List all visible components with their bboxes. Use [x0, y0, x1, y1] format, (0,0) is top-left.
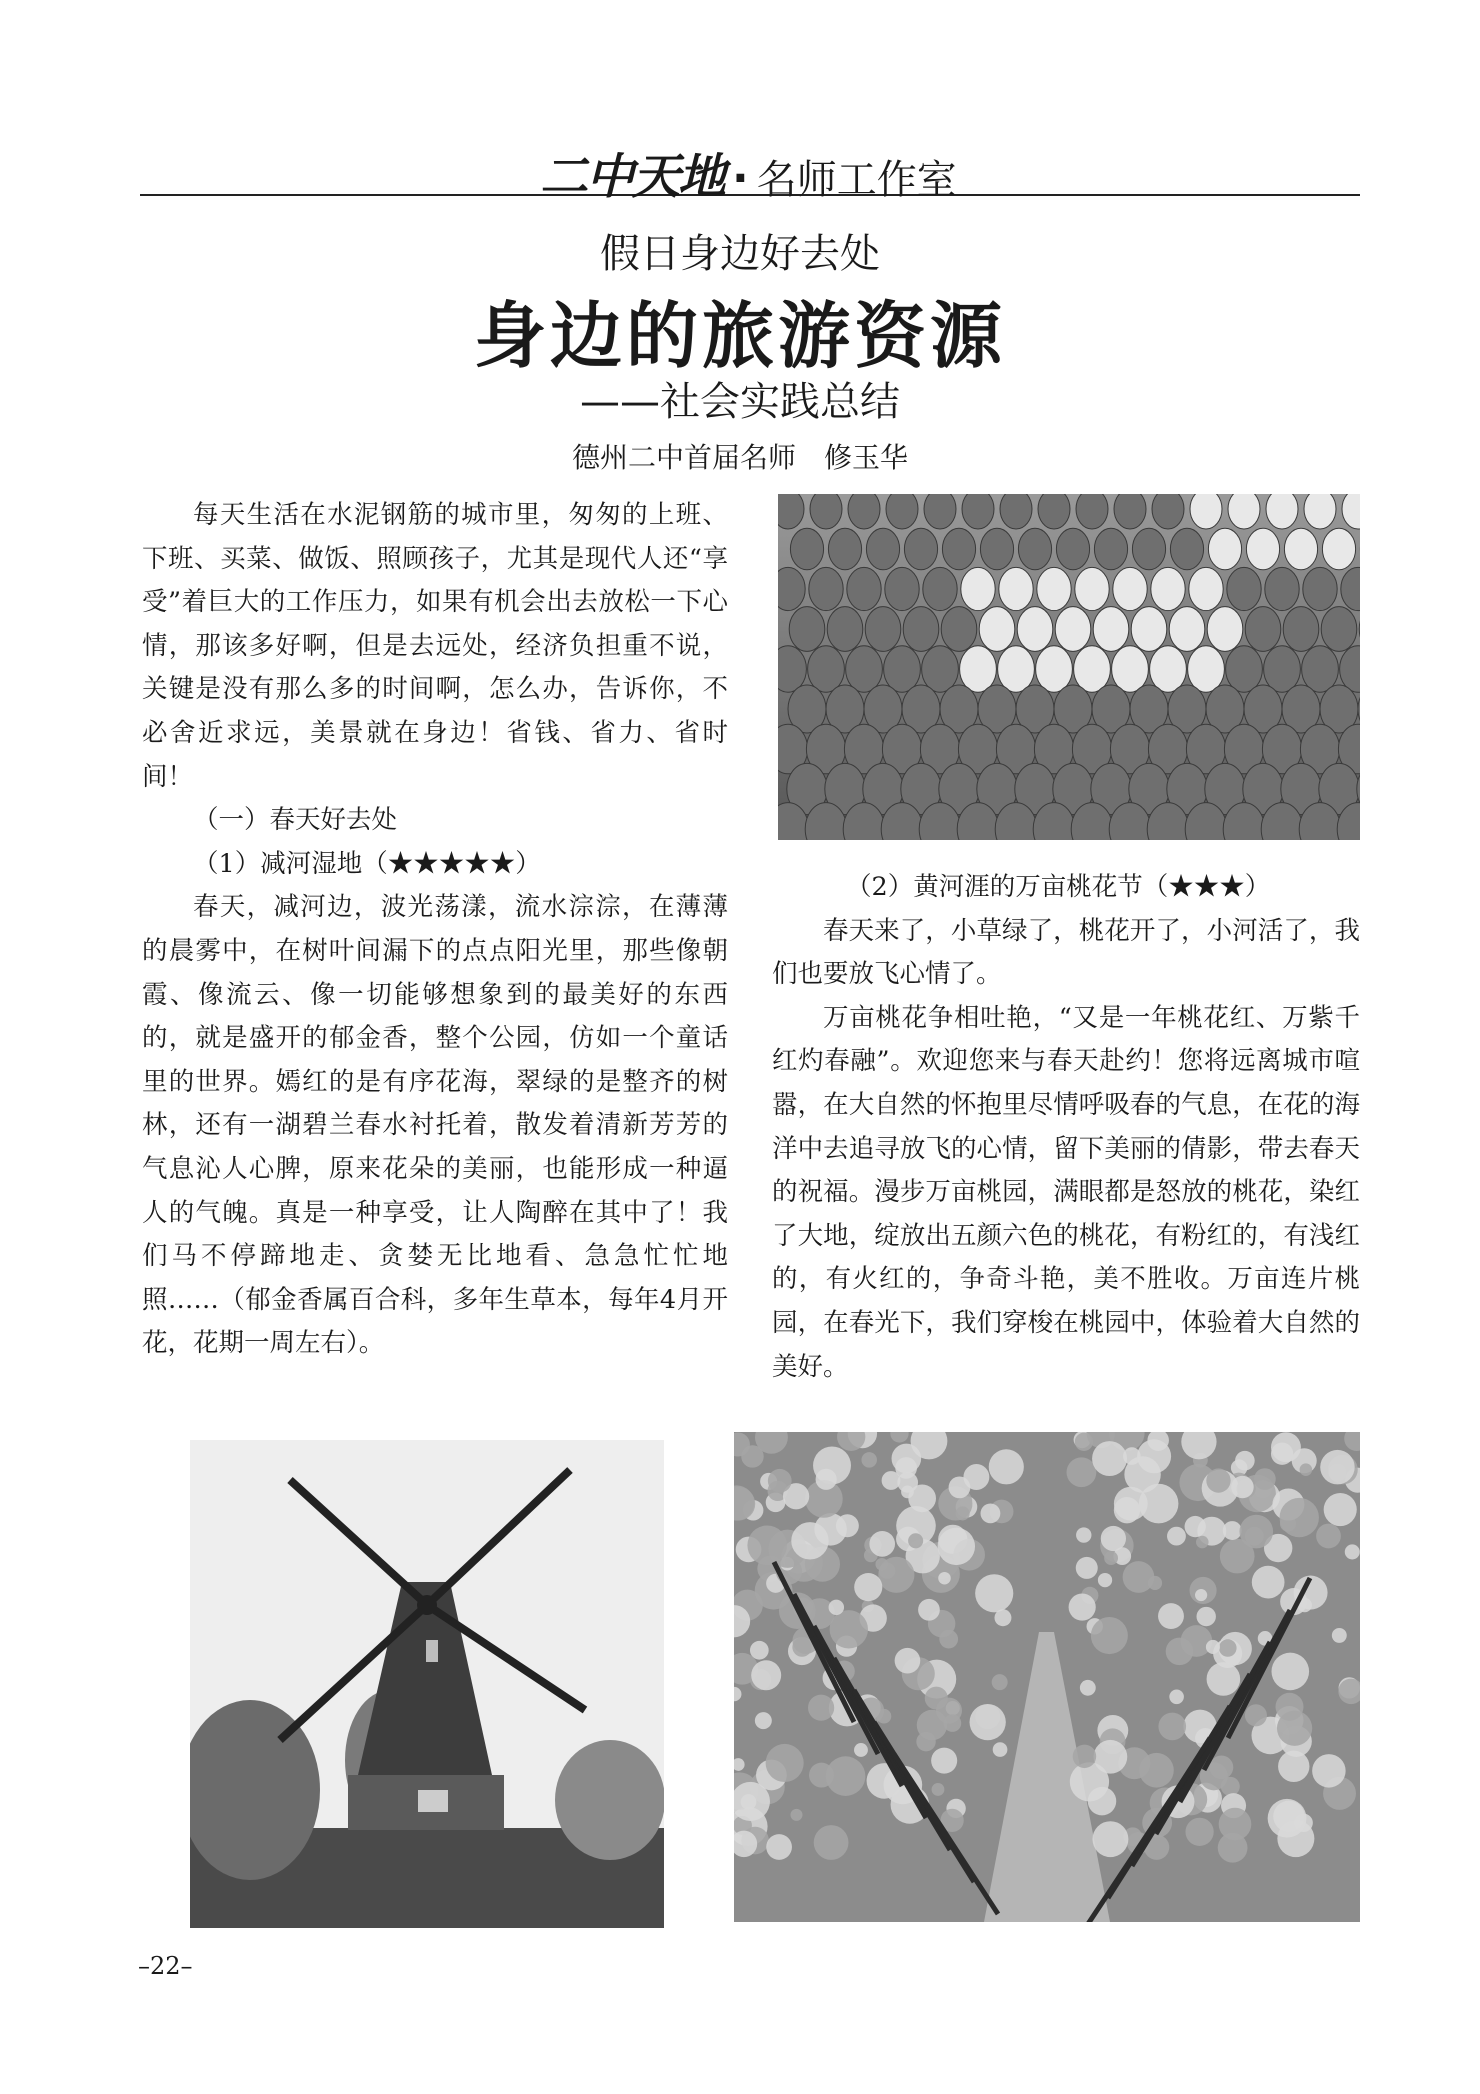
- right-column: [772, 866, 1360, 1389]
- item1-heading: （1）减河湿地（★★★★★）: [193, 848, 541, 879]
- article-subtitle: ——社会实践总结: [580, 379, 900, 425]
- windmill-photo: [190, 1440, 664, 1928]
- article-eyebrow: 假日身边好去处: [600, 231, 880, 277]
- tulip-field-photo: [778, 494, 1360, 840]
- article-author: 德州二中首届名师 修玉华: [571, 441, 908, 474]
- header-section: 名师工作室: [756, 157, 957, 203]
- item2-heading: （2）黄河涯的万亩桃花节（★★★）: [846, 872, 1271, 902]
- header-brand-logo: 二中天地: [540, 149, 725, 205]
- item2-paragraph-1: 春天来了，小草绿了，桃花开了，小河活了，我们也要放飞心情了。: [772, 915, 1360, 990]
- article-title: 身边的旅游资源: [473, 294, 1006, 378]
- item2-paragraph-2: 万亩桃花争相吐艳，“又是一年桃花红、万紫千红灼春融”。欢迎您来与春天赴约！您将远离城市喧嚣，在大自然的怀抱里尽情呼吸春的气息，在花的海洋中去追寻放飞的心情，留下美丽的倩影，带去春天的祝福。漫步万亩桃园，满眼都是怒放的桃花，染红了大地，绽放出五颜六色的桃花，有粉红的，有浅红的，有火红的，争奇斗艳，美不胜收。万亩连片桃园，在春光下，我们穿梭在桃园中，体验着大自然的美好。: [772, 1002, 1360, 1382]
- section1-heading: （一）春天好去处: [193, 805, 398, 836]
- item1-paragraph: 春天，减河边，波光荡漾，流水淙淙，在薄薄的晨雾中，在树叶间漏下的点点阳光里，那些像朝霞、像流云、像一切能够想象到的最美好的东西的，就是盛开的郁金香，整个公园，仿如一个童话里的世界。嫣红的是有序花海，翠绿的是整齐的树林，还有一湖碧兰春水衬托着，散发着清新芳芳的气息沁人心脾，原来花朵的美丽，也能形成一种逼人的气魄。真是一种享受，让人陶醉在其中了！我们马不停蹄地走、贪婪无比地看、急急忙忙地照……（郁金香属百合科，多年生草本，每年4月开花，花期一周左右）。: [142, 892, 728, 1359]
- page-header: [140, 132, 1360, 205]
- left-column: [142, 494, 728, 1366]
- header-title: [540, 138, 957, 207]
- intro-paragraph: 每天生活在水泥钢筋的城市里，匆匆的上班、下班、买菜、做饭、照顾孩子，尤其是现代人还“享受”着巨大的工作压力，如果有机会出去放松一下心情，那该多好啊，但是去远处，经济负担重不说，关键是没有那么多的时间啊，怎么办，告诉你，不必舍近求远，美景就在身边！省钱、省力、省时间！: [142, 500, 728, 792]
- page-number: –22–: [138, 1952, 193, 1980]
- header-separator: ·: [732, 153, 749, 204]
- peach-orchard-photo: [734, 1432, 1360, 1922]
